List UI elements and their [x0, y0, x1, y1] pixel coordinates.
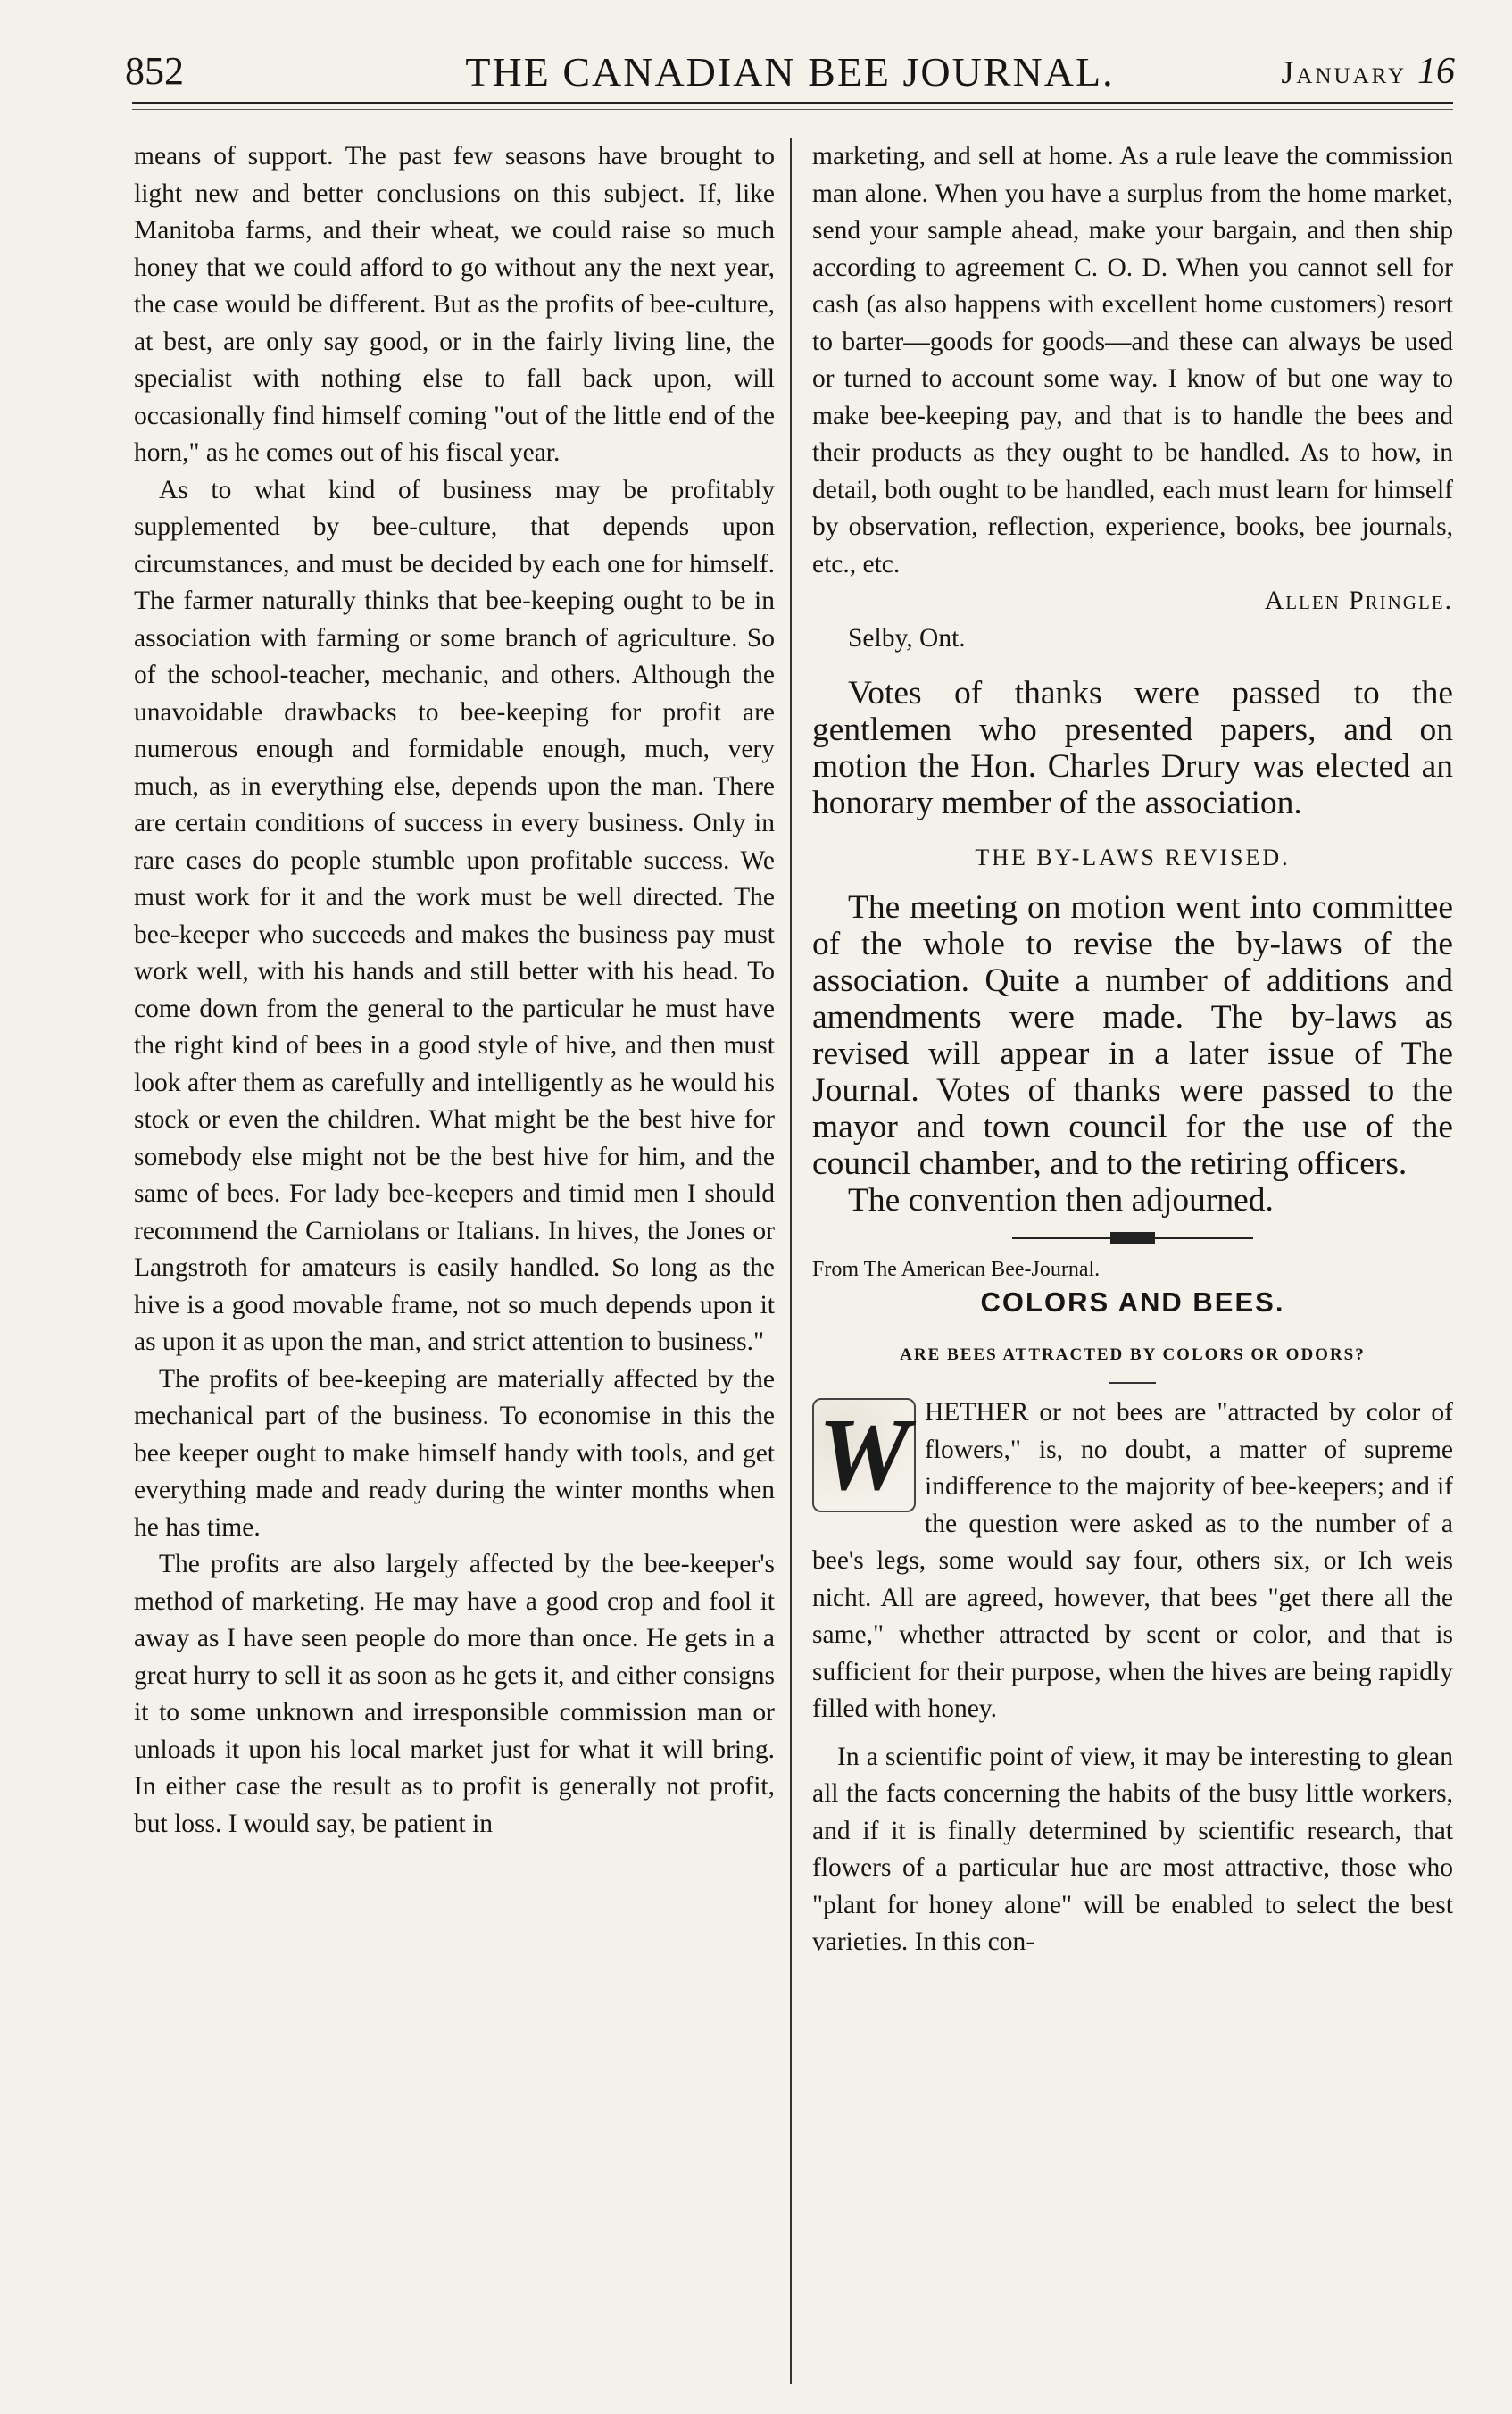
page-header: [125, 43, 1455, 105]
issue-day: 16: [1417, 51, 1455, 92]
adjourned-line: The convention then adjourned.: [848, 1181, 1274, 1219]
issue-date: [1281, 50, 1455, 93]
issue-month: January: [1281, 54, 1407, 90]
paragraph: The profits are also largely affected by the bee-keeper's method of marketing. He may have a good crop and fool it away as I have seen people do more than once. He gets in a great hurry to sell it as soon as he gets it, and either consigns it to some unknown and irresponsible commission man or unloads it upon his local market just for what it will bring. In either case the result as to profit is generally not profit, but loss. I would say, be patient in: [134, 1550, 775, 1838]
article-subtitle: ARE BEES ATTRACTED BY COLORS OR ODORS?: [900, 1344, 1366, 1364]
paragraph: marketing, and sell at home. As a rule leave the commission man alone. When you have a surplus from the home market, send your sample ahead, make your bargain, and then ship according to agreement C. O. D. When you cannot sell for cash (as also happens with excellent home customers) resort to barter—goods for goods—and these can always be used or turned to account some way. I know of but one way to make bee-keeping pay, and that is to handle the bees and their products as they ought to be handled. As to how, in detail, both ought to be handled, each must learn for himself by observation, reflection, experience, books, bee journals, etc., etc.: [812, 142, 1453, 579]
paragraph: The profits of bee-keeping are materially affected by the mechanical part of the business. To economise in this the bee keeper ought to make himself handy with tools, and get everything made and ready during the winter months when he has time.: [134, 1364, 775, 1542]
source-line: From The American Bee-Journal.: [812, 1257, 1101, 1281]
bylaws-paragraph: The meeting on motion went into committee of the whole to revise the by-laws of the association. Quite a number of additions and amendments were made. The by-laws as revised will appear in a later issue of The Journal. Votes of thanks were passed to the mayor and town council for the use of the council chamber, and to the retiring officers.: [812, 888, 1453, 1182]
article-paragraph-text: HETHER or not bees are "attracted by color of flowers," is, no doubt, a matter of supreme indifference to the majority of bee-keepers; and if the question were asked as to the number of a bee's legs, some would say four, others six, or Ich weis nicht. All are agreed, however, that bees "get there all the same," whether attracted by scent or color, and that is sufficient for their purpose, when the hives are being rapidly filled with honey.: [812, 1398, 1453, 1723]
header-rule-thin: [132, 109, 1453, 110]
paragraph: As to what kind of business may be profitably supplemented by bee-culture, that depends upon circumstances, and must be decided by each one for himself. The farmer naturally thinks that bee-keeping ought to be in association with farming or some branch of agriculture. So of the school-teacher, mechanic, and others. Although the unavoidable drawbacks to bee-keeping for profit are numerous enough and formidable enough, much, very much, as in everything else, depends upon the man. There are certain conditions of success in every business. Only in rare cases do people stumble upon profitable success. We must work for it and the work must be well directed. The bee-keeper who succeeds and makes the business pay must work well, with his hands and still better with his head. To come down from the general to the particular he must have the right kind of bees in a good style of hive, and then must look after them as carefully and intelligently as he would his stock or even the children. What might be the best hive for somebody else might not be the best hive for him, and the same of bees. For lady bee-keepers and timid men I should recommend the Carniolans or Italians. In hives, the Jones or Langstroth for amateurs is easily handled. So long as the hive is a good movable frame, not so much depends upon it as upon it as upon the man, and strict attention to business.": [134, 475, 775, 1356]
article-title: COLORS AND BEES.: [980, 1286, 1285, 1318]
article-paragraph: [812, 1394, 1453, 1728]
author-signature: Allen Pringle.: [1264, 587, 1453, 615]
column-divider: [790, 138, 792, 2384]
ornamental-divider: [1012, 1229, 1253, 1247]
left-column: [134, 138, 775, 2388]
right-column: [812, 138, 1453, 2388]
author-location: Selby, Ont.: [848, 623, 966, 653]
page-number: 852: [125, 49, 184, 93]
section-heading: THE BY-LAWS REVISED.: [975, 845, 1291, 870]
short-rule: [1109, 1382, 1156, 1384]
journal-title: THE CANADIAN BEE JOURNAL.: [465, 49, 1115, 95]
dropcap-letter: W: [812, 1398, 916, 1512]
votes-paragraph: Votes of thanks were passed to the gentlemen who presented papers, and on motion the Hon. Charles Drury was elected an honorary member of the association.: [812, 675, 1453, 821]
article-paragraph: In a scientific point of view, it may be interesting to glean all the facts concerning the habits of the busy little workers, and if it is finally determined by scientific research, that flowers of a particular hue are most attractive, those who "plant for honey alone" will be enabled to select the best varieties. In this con-: [812, 1742, 1453, 1956]
header-rule: [132, 102, 1453, 104]
paragraph: means of support. The past few seasons have brought to light new and better conclusions on this subject. If, like Manitoba farms, and their wheat, we could raise so much honey that we could afford to go without any the next year, the case would be different. But as the profits of bee-culture, at best, are only say good, or in the fairly living line, the specialist with nothing else to fall back upon, will occasionally find himself coming "out of the little end of the horn," as he comes out of his fiscal year.: [134, 142, 775, 467]
